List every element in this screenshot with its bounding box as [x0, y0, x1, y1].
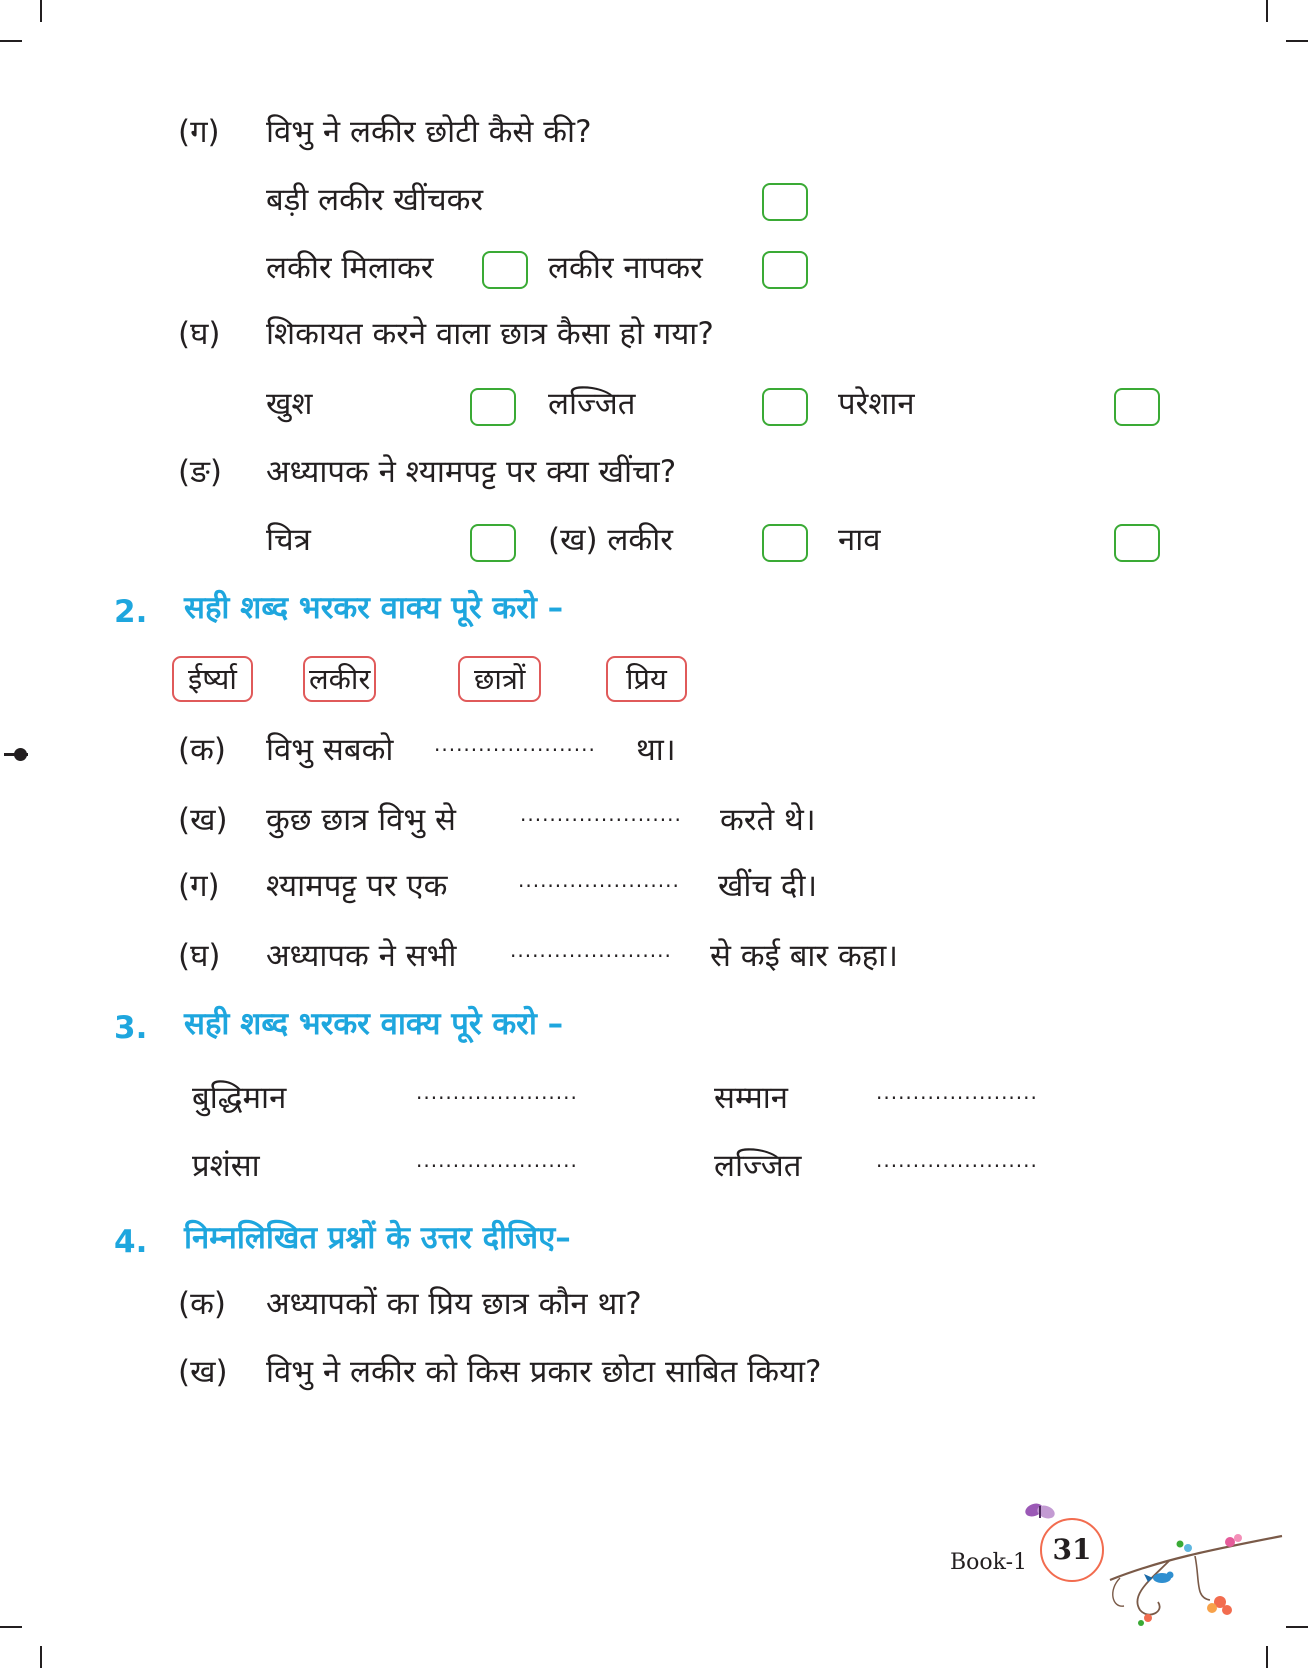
option-text: चित्र	[266, 522, 311, 558]
page-number: 31	[1040, 1518, 1104, 1582]
crop-mark	[0, 1626, 22, 1628]
sentence-label: (ख)	[178, 802, 228, 838]
sentence-label: (ग)	[178, 868, 220, 904]
book-label: Book-1	[950, 1550, 1028, 1575]
floral-decoration	[1020, 1490, 1290, 1630]
sentence-label: (क)	[178, 732, 226, 768]
word-bank-item: ईर्ष्या	[172, 656, 253, 702]
crop-mark	[1266, 1646, 1268, 1668]
section-number: 2.	[114, 594, 148, 630]
sentence-before: कुछ छात्र विभु से	[266, 802, 456, 838]
section-title: सही शब्द भरकर वाक्य पूरे करो –	[184, 590, 564, 626]
sentence-label: (घ)	[178, 938, 221, 974]
option-checkbox[interactable]	[1114, 524, 1160, 562]
question-text: विभु ने लकीर छोटी कैसे की?	[266, 114, 592, 150]
word-item: बुद्धिमान	[192, 1080, 287, 1116]
section-number: 4.	[114, 1224, 148, 1260]
option-text: बड़ी लकीर खींचकर	[266, 182, 484, 218]
section-title: निम्नलिखित प्रश्नों के उत्तर दीजिए–	[184, 1220, 571, 1256]
word-item: प्रशंसा	[192, 1148, 260, 1184]
option-checkbox[interactable]	[762, 183, 808, 221]
fill-blank[interactable]: ......................	[876, 1148, 1038, 1172]
question-label: (ग)	[178, 114, 220, 150]
option-checkbox[interactable]	[470, 524, 516, 562]
fill-blank[interactable]: ......................	[518, 868, 680, 892]
sentence-before: विभु सबको	[266, 732, 394, 768]
fill-blank[interactable]: ......................	[434, 732, 596, 756]
option-checkbox[interactable]	[470, 388, 516, 426]
option-text: नाव	[838, 522, 881, 558]
fill-blank[interactable]: ......................	[510, 938, 672, 962]
butterfly-icon	[1023, 1501, 1056, 1520]
word-item: सम्मान	[714, 1080, 788, 1116]
crop-mark	[40, 0, 42, 22]
option-text: लकीर नापकर	[548, 250, 703, 286]
crop-mark	[40, 1646, 42, 1668]
option-text: लकीर मिलाकर	[266, 250, 434, 286]
sentence-after: था।	[636, 732, 676, 768]
word-item: लज्जित	[714, 1148, 802, 1184]
option-text: (ख) लकीर	[548, 522, 673, 558]
option-checkbox[interactable]	[1114, 388, 1160, 426]
branch-icon	[1110, 1536, 1282, 1615]
fill-blank[interactable]: ......................	[876, 1080, 1038, 1104]
bird-icon	[1144, 1572, 1174, 1584]
question-text: शिकायत करने वाला छात्र कैसा हो गया?	[266, 316, 714, 352]
question-text: विभु ने लकीर को किस प्रकार छोटा साबित किया?	[266, 1354, 822, 1390]
option-checkbox[interactable]	[762, 388, 808, 426]
crop-mark	[0, 40, 22, 42]
crop-mark	[1286, 40, 1308, 42]
fill-blank[interactable]: ......................	[416, 1080, 578, 1104]
question-label: (ख)	[178, 1354, 228, 1390]
question-text: अध्यापक ने श्यामपट्ट पर क्या खींचा?	[266, 454, 677, 490]
fill-blank[interactable]: ......................	[416, 1148, 578, 1172]
sentence-before: श्यामपट्ट पर एक	[266, 868, 448, 904]
option-checkbox[interactable]	[762, 251, 808, 289]
section-title: सही शब्द भरकर वाक्य पूरे करो –	[184, 1006, 564, 1042]
fill-blank[interactable]: ......................	[520, 802, 682, 826]
word-bank-item: छात्रों	[458, 656, 541, 702]
question-label: (क)	[178, 1286, 226, 1322]
sentence-after: से कई बार कहा।	[710, 938, 899, 974]
question-label: (घ)	[178, 316, 221, 352]
option-text: परेशान	[838, 386, 915, 422]
crop-mark	[1266, 0, 1268, 22]
option-text: लज्जित	[548, 386, 636, 422]
sentence-before: अध्यापक ने सभी	[266, 938, 457, 974]
section-number: 3.	[114, 1010, 148, 1046]
sentence-after: खींच दी।	[718, 868, 818, 904]
question-label: (ङ)	[178, 454, 222, 490]
word-bank-item: लकीर	[303, 656, 376, 702]
question-text: अध्यापकों का प्रिय छात्र कौन था?	[266, 1286, 642, 1322]
sentence-after: करते थे।	[720, 802, 816, 838]
option-checkbox[interactable]	[482, 251, 528, 289]
option-text: खुश	[266, 386, 313, 422]
option-checkbox[interactable]	[762, 524, 808, 562]
registration-dot	[14, 748, 27, 761]
word-bank-item: प्रिय	[606, 656, 687, 702]
